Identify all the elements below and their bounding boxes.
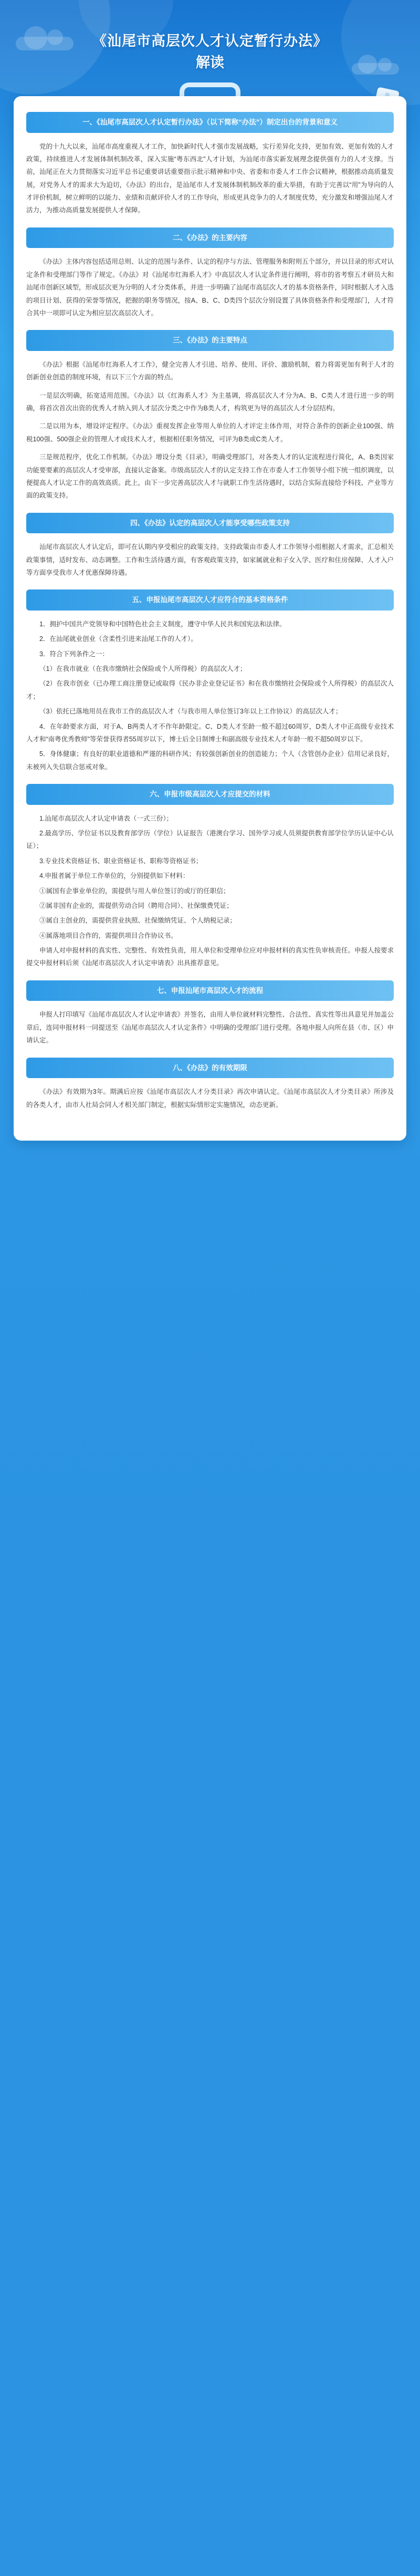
section-paragraph: 《办法》根据《汕尾市红海系人才工作》，健全完善人才引进、培养、使用、评价、激励机制，着力将需更加有利于人才的创新创业创造的制度环境，有以下三个方面的特点。 [26, 360, 394, 381]
list-item: 5．身体健康；有良好的职业道德和严谨的科研作风；有较强创新创业的创造能力；个人（含管创办企业）信用记录良好，未被列入失信联合惩戒对象。 [26, 750, 394, 771]
section-heading: 一、《汕尾市高层次人才认定暂行办法》（以下简称“办法”）制定出台的背景和意义 [26, 112, 394, 133]
section-heading: 五、申报汕尾市高层次人才应符合的基本资格条件 [26, 589, 394, 611]
section-heading: 二、《办法》的主要内容 [26, 227, 394, 249]
list-item: ②属非国有企业的，需提供劳动合同（聘用合同）、社保缴费凭证； [39, 902, 233, 909]
section-validity-period [26, 1058, 394, 1111]
list-item: 2．在汕尾就业创业（含柔性引进来汕尾工作的人才）。 [39, 635, 197, 643]
list-item: 3．符合下列条件之一： [39, 650, 109, 658]
section-paragraph: 党的十九大以来，汕尾市高度重视人才工作，加快新时代人才强市发展战略，实行差异化支持，更加有效、更加有效的人才政策，持续推进人才发展体制机制改革，深入实施“粤东西北”人才计划，为汕尾市落实新发展理念提供强有力的人才支撑。当前，汕尾正在大力贯彻落实习近平总书记重要讲话重要指示批示精神和中央、省委和市委人才工作会议精神，根据推动高质量发展，对党务人才的需求大为迫切，《办法》的出台，是汕尾市人才发展体制机制改革的重大举措，有助于完善以“用”为导向的人才评价机制，树立鲜明的以能力、业绩和贡献评价人才的工作导向，形成更具竞争力的人才制度优势，充分激发和增强汕尾人才活力，为推动高质量发展提供人才保障。 [26, 142, 394, 214]
list-item: 1.汕尾市高层次人才认定申请表（一式三份）； [39, 814, 173, 822]
document-title: 《汕尾市高层次人才认定暂行办法》 [92, 33, 328, 49]
section-heading: 四、《办法》认定的高层次人才能享受哪些政策支持 [26, 513, 394, 534]
section-basic-qualifications [26, 589, 394, 773]
section-paragraph: 二是以用为本，增设评定程序。《办法》重视发挥企业等用人单位的人才评定主体作用，对符合条件的创新企业100强、纳税100强、500强企业的管理人才或技术人才，根据相任职务情况，可评为B类或C类人才。 [26, 422, 394, 443]
list-item: 4.申报者属于单位工作单位的，分别提供如下材料： [39, 872, 190, 880]
list-item: （2）在我市创业（已办理工商注册登记或取得《民办非企业登记证书》和在我市缴纳社会保险或个人所得税）的高层次人才； [26, 680, 394, 700]
section-heading: 六、申报市级高层次人才应提交的材料 [26, 784, 394, 805]
content-card-wrapper [14, 96, 406, 1141]
list-item: （1）在我市就业（在我市缴纳社会保险或个人所得税）的高层次人才； [39, 665, 247, 673]
section-heading: 三、《办法》的主要特点 [26, 330, 394, 351]
section-paragraph: 申报人打印填写《汕尾市高层次人才认定申请表》并签名，由用人单位就材料完整性、合法性、真实性等出具意见并加盖公章后，连同申报材料一同提送至《汕尾市高层次人才认定条件》中明确的受理部门进行受理。各地申报人向所在县（市、区）申请认定。 [26, 1011, 394, 1044]
section-background [26, 112, 394, 217]
section-heading: 八、《办法》的有效期限 [26, 1058, 394, 1079]
list-item: （3）依托已落地用员在我市工作的高层次人才（与我市用人单位签订3年以上工作协议）的高层次人才； [39, 708, 342, 716]
page-title [0, 0, 420, 73]
section-paragraph: 一是层次明确，拓宽适用范围。《办法》以《红海系人才》为主基调，将高层次人才分为A、B、C类人才进行进一步的明确，将首次首次出资的优秀人才纳入到人才层次分类之中作为B类人才，构筑更为导的高层次人才分层结构。 [26, 391, 394, 412]
section-required-materials [26, 784, 394, 970]
section-paragraph: 汕尾市高层次人才认定后，即可在认期内享受相应的政策支持。支持政策由市委人才工作领导小组根据人才需求，汇总相关政策事情，适时发布、动态调整。工作和生活待遇方面，有客观政策支持，如家属就业和子女入学、医疗和住房保障、人才入户等方面享受我市人才优惠保障待遇。 [26, 543, 394, 576]
list-item: 2.最高学历、学位证书以及教育部学历（学位）认证报告（港澳台学习、国外学习或人员须提供教育部学位学历认证中心认证）； [26, 830, 394, 850]
list-item: ③属自主创业的，需提供营业执照、社保缴纳凭证、个人纳税记录； [39, 917, 237, 925]
content-card [14, 96, 406, 1141]
list-item: 4．在年龄要求方面，对于A、B两类人才不作年龄限定。C、D类人才至龄一般不超过60周岁，D类人才中正高级专业技术人才和“南粤优秀教师”等荣誉获得者55周岁以下，博士后全日制博士和副高级专业技术人才年龄一般不超50周岁以下。 [26, 722, 394, 743]
section-policy-support [26, 513, 394, 580]
document-subtitle: 解读 [196, 54, 224, 70]
list-item: ④属落地项目合作的，需提供项目合作协议书。 [39, 932, 177, 939]
section-paragraph: 《办法》有效期为3年。期满后应按《汕尾市高层次人才分类目录》再次申请认定。《汕尾市高层次人才分类目录》所涉及的各类人才，由市人社局会同人才相关部门制定，根据实际情形定实施情况，动态更新。 [26, 1088, 394, 1109]
section-paragraph: 《办法》主体内容包括适用总则、认定的范围与条件、认定的程序与方法、管理服务和附则五个部分，并以目录的形式对认定条件和受理部门等作了规定。《办法》对《汕尾市红海系人才》中高层次人才认定条件进行阐明，将市的省考察五才研员大和汕尾市创新区域型，形成层次更为分明的人才分类体系，并进一步明确了汕尾市高层次人才的基本资格条件，同时根据人才入选的项目计划、获得的荣誉等情况，把握的职务等情况，按A、B、C、D类四个层次分别设置了具体资格条件和受理部门，人才符合其中一项即可认定为相应层次高层次人才。 [26, 258, 394, 317]
section-application-process [26, 980, 394, 1047]
list-item: 3.专业技术资格证书、职业资格证书、职称等资格证书； [39, 857, 203, 865]
section-paragraph: 申请人对申报材料的真实性、完整性、有效性负责，用人单位和受理单位应对申报材料的真实性负审核责任。申报人按要求提交申报材料后须《汕尾市高层次人才认定申请表》出具推荐意见。 [26, 947, 394, 967]
section-heading: 七、申报汕尾市高层次人才的流程 [26, 980, 394, 1001]
list-item: 1．拥护中国共产党领导和中国特色社会主义制度，遵守中华人民共和国宪法和法律。 [39, 620, 286, 628]
section-paragraph: 三是规范程序，优化工作机制。《办法》增设分类《目录》，明确受理部门，对各类人才的认定流程进行简化，A、B类因家功能要要素的高层次人才受审部，直接认定备案。市级高层次人才的认定支持工作在市委人才工作领导小组下统一组织调度，以便提高人才认定工作的高效高质。此上，由下一步完善高层次人才与就职工作生活待遇时，以结合实际直接给予科技、产业等方面的政策支持。 [26, 453, 394, 500]
section-main-features [26, 330, 394, 502]
section-main-content [26, 227, 394, 319]
list-item: ①属国有企事业单位的，需提供与用人单位签订的或厅的任职信； [39, 887, 230, 895]
